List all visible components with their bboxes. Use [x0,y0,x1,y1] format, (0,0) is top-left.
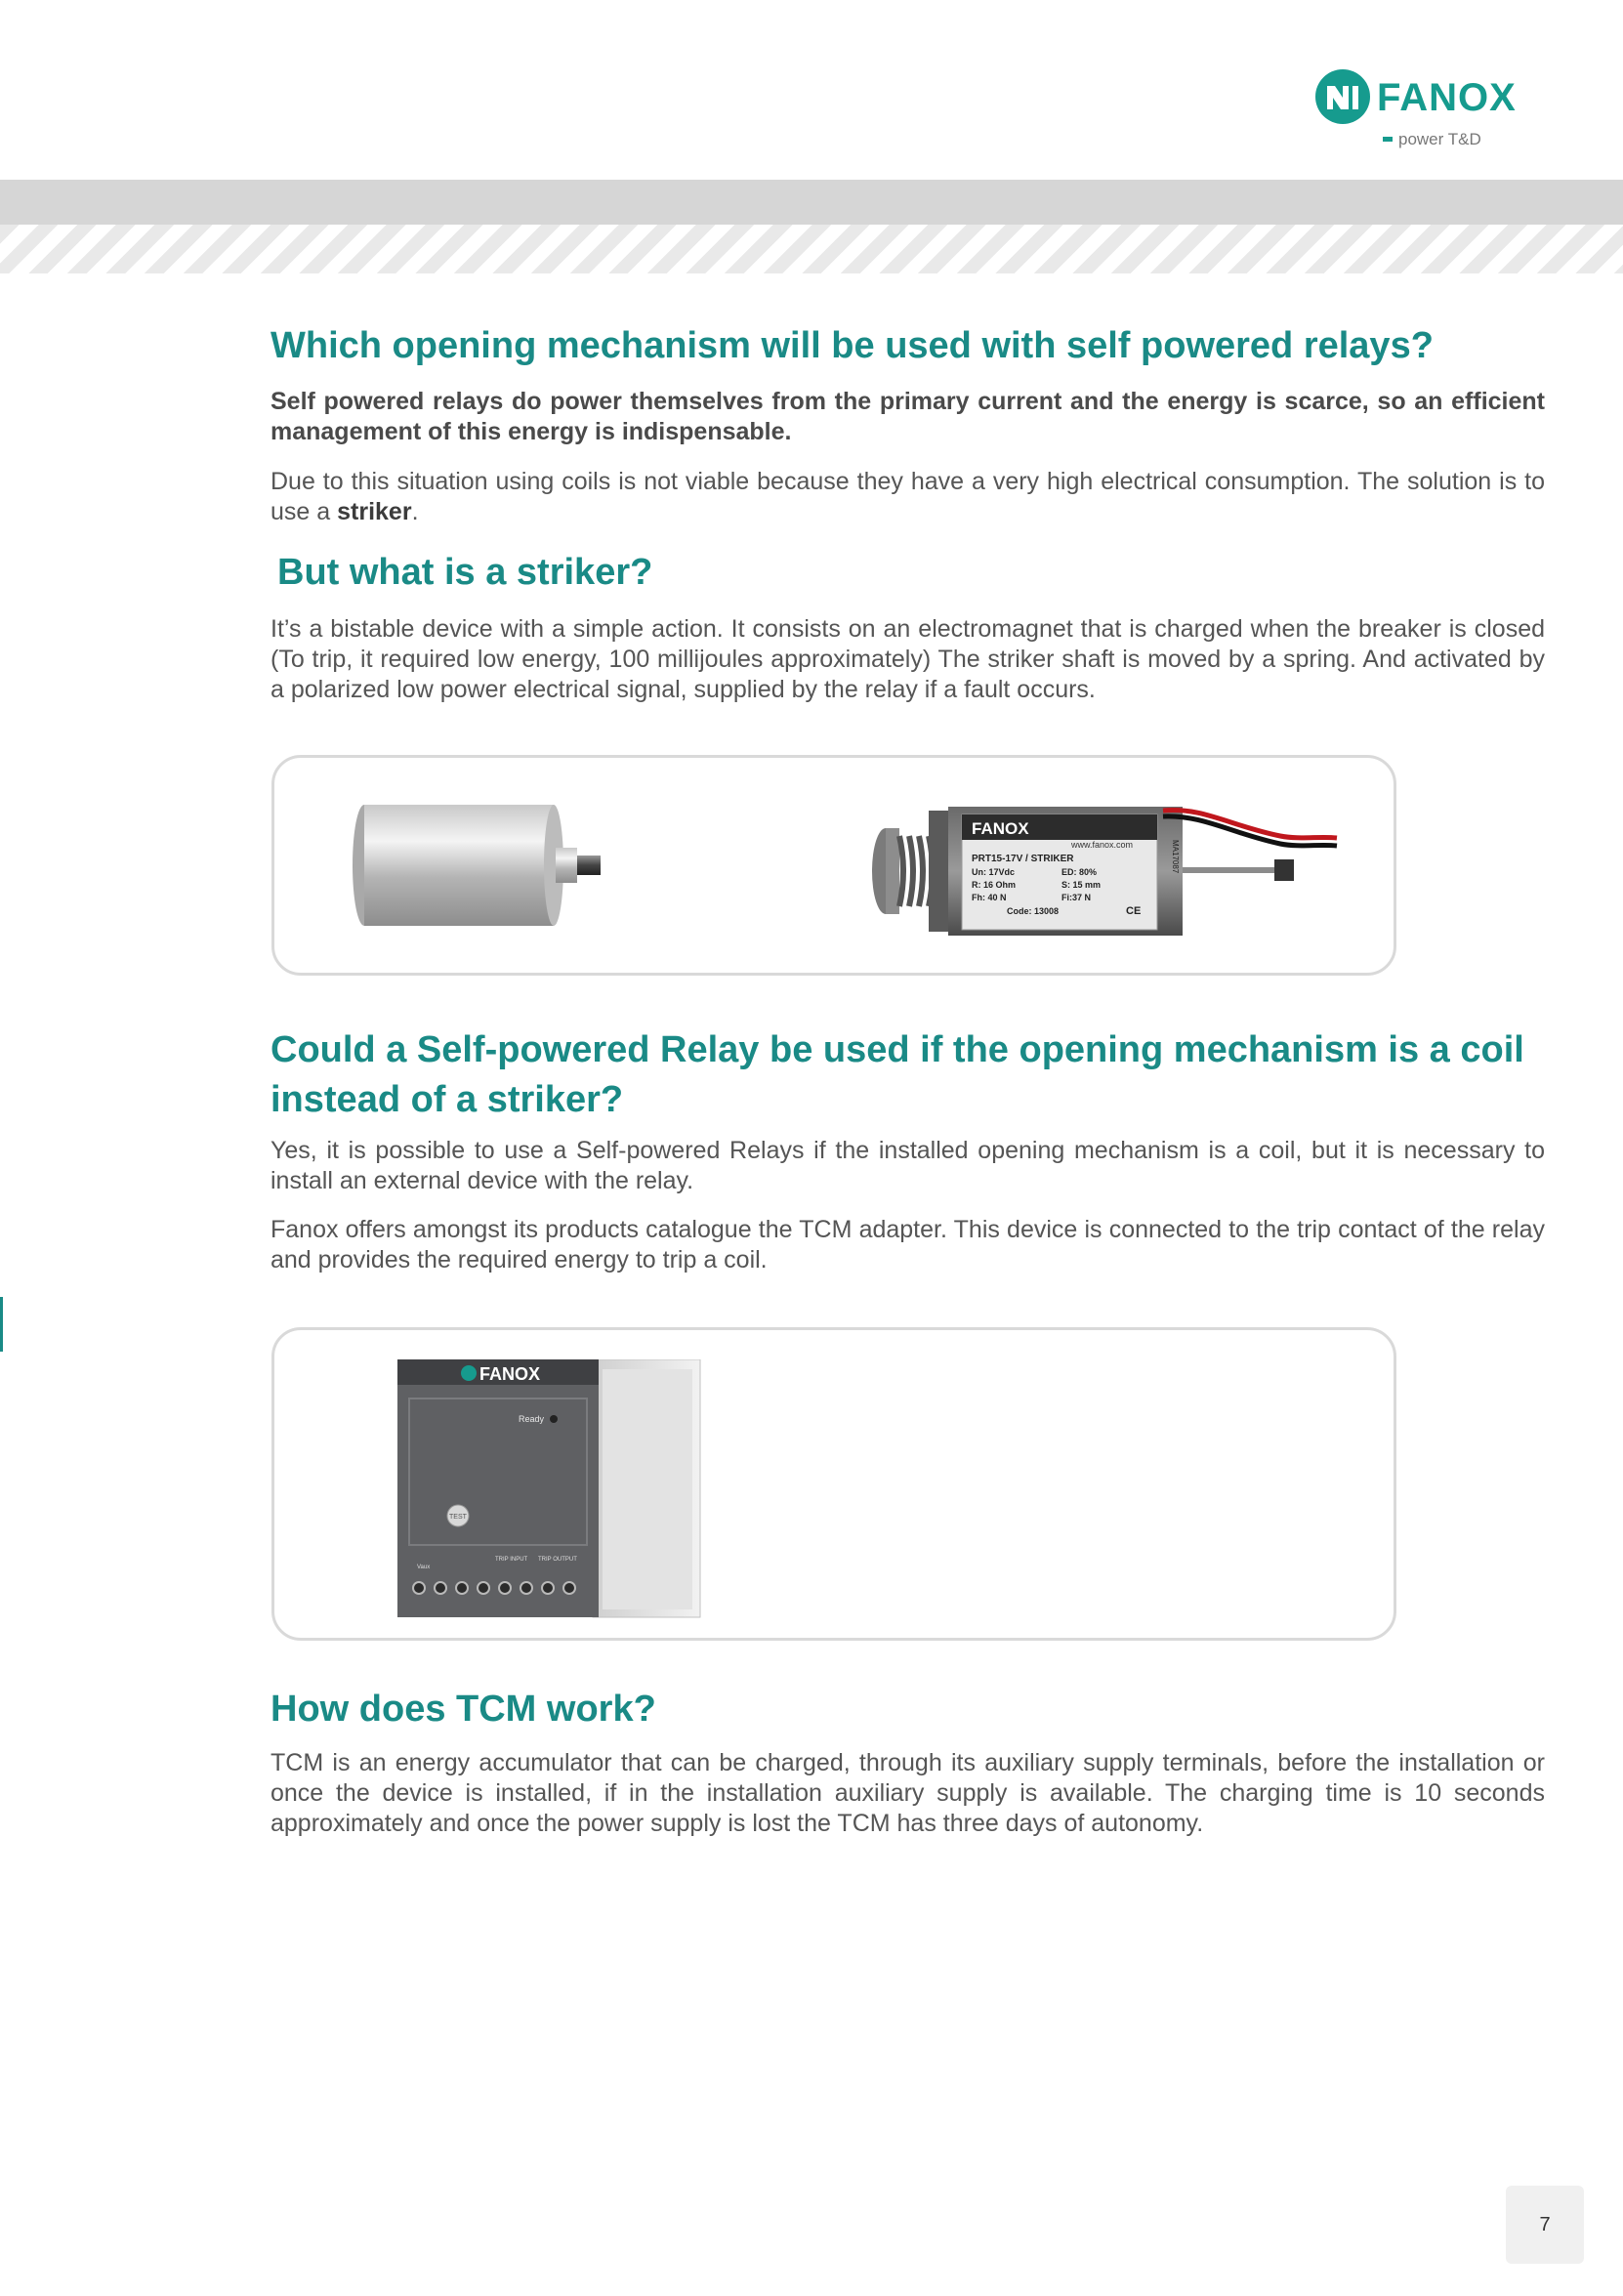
svg-text:Fh: 40 N: Fh: 40 N [972,893,1007,902]
lead-paragraph: Self powered relays do power themselves from the primary current and the energy is scarce, so an efficient management of this energy is indispensable. [270,388,1545,445]
svg-text:ED: 80%: ED: 80% [1061,867,1098,877]
header-band [0,180,1623,225]
svg-text:Ready: Ready [519,1414,545,1424]
svg-text:Vaux: Vaux [417,1565,431,1570]
svg-text:PRT15-17V / STRIKER: PRT15-17V / STRIKER [972,854,1074,864]
svg-text:Fi:37 N: Fi:37 N [1061,893,1092,902]
svg-text:TEST: TEST [449,1514,467,1521]
paragraph-tcm-adapter: Fanox offers amongst its products catalogue the TCM adapter. This device is connected to the trip contact of the relay and provides the required energy to trip a coil. [270,1216,1545,1273]
striker-emphasis: striker [337,498,412,525]
striker-images-box [271,755,1396,976]
svg-text:Code: 13008: Code: 13008 [1007,906,1060,916]
logo-text: FANOX [1377,76,1517,119]
logo-tagline: power T&D [1398,130,1481,148]
page-number: 7 [1506,2186,1584,2264]
margin-marker [0,1297,3,1352]
cylindrical-striker-image [351,797,604,934]
tcm-logo-icon [461,1365,477,1381]
svg-text:TRIP OUTPUT: TRIP OUTPUT [538,1557,577,1563]
paragraph-coils: Due to this situation using coils is not viable because they have a very high electrical consumption. The solution is to use a striker. [270,468,1545,525]
tcm-device-image [397,1359,710,1621]
svg-text:TRIP INPUT: TRIP INPUT [495,1557,528,1563]
heading-opening-mechanism: Which opening mechanism will be used with self powered relays? [270,325,1434,366]
paragraph-coil-yes: Yes, it is possible to use a Self-powered Relays if the installed opening mechanism is a coil, but it is necessary to install an external device with the relay. [270,1137,1545,1194]
svg-text:CE: CE [1126,905,1142,917]
spring-icon [899,836,933,906]
heading-what-is-striker: But what is a striker? [277,552,653,593]
svg-text:S: 15 mm: S: 15 mm [1061,880,1102,890]
fanox-logo [1312,64,1547,152]
paragraph-tcm-work: TCM is an energy accumulator that can be charged, through its auxiliary supply terminals, before the installation or once the device is installed, if in the installation auxiliary supply is available. The charging time is 10 seconds approximately and once the power supply is lost the TCM has three days of autonomy. [270,1749,1545,1837]
paragraph-striker: It’s a bistable device with a simple action. It consists on an electromagnet that is charged when the breaker is closed (To trip, it required low energy, 100 millijoules approximately) The striker shaft is moved by a spring. And activated by a polarized low power electrical signal, supplied by the relay if a fault occurs. [270,615,1545,703]
rectangular-striker-image [870,797,1358,953]
heading-tcm-work: How does TCM work? [270,1689,656,1730]
svg-text:Un: 17Vdc: Un: 17Vdc [972,867,1016,877]
svg-text:www.fanox.com: www.fanox.com [1071,840,1134,850]
svg-text:MA17087: MA17087 [1171,840,1180,874]
svg-text:R: 16 Ohm: R: 16 Ohm [972,880,1017,890]
svg-text:FANOX: FANOX [479,1364,541,1384]
heading-coil-question: Could a Self-powered Relay be used if the opening mechanism is a coil instead of a striker? [270,1029,1524,1120]
svg-text:FANOX: FANOX [972,819,1029,838]
header-stripes [0,225,1623,273]
tcm-image-box [271,1327,1396,1641]
